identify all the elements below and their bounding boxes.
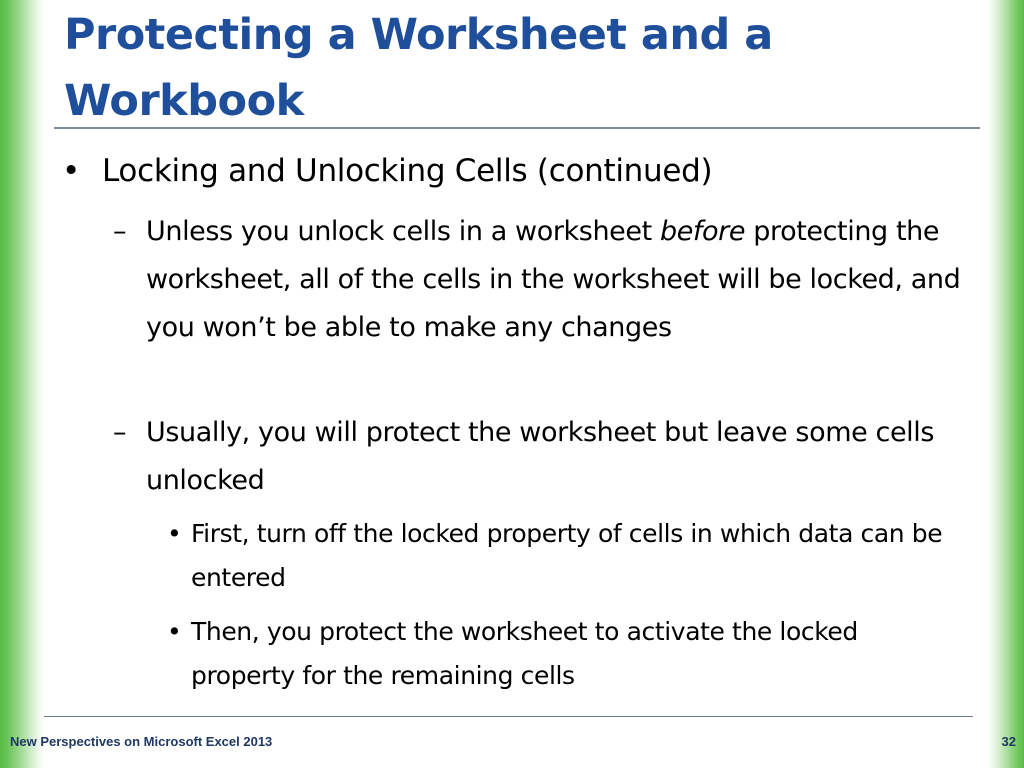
footer-divider	[44, 716, 973, 717]
emphasized-word: before	[659, 216, 746, 247]
slide-title: Protecting a Worksheet and a Workbook	[64, 10, 773, 126]
bullet-level-2	[113, 208, 983, 400]
bullet-marker: •	[167, 617, 182, 646]
bullet-level-3	[167, 610, 967, 698]
bullet-text-end: protecting the worksheet, all of the cells in the worksheet will be locked, and you won’t be able to make any changes	[146, 216, 961, 343]
bullet-text-start: Unless you unlock cells in a worksheet	[146, 216, 660, 247]
bullet-text: Then, you protect the worksheet to activate the locked property for the remaining cells	[191, 617, 858, 690]
dash-marker: –	[113, 216, 127, 247]
bullet-text: Usually, you will protect the worksheet but leave some cells unlocked	[146, 417, 935, 496]
bullet-marker: •	[62, 153, 81, 189]
bullet-level-2	[113, 409, 983, 505]
bullet-text	[146, 208, 976, 352]
bullet-level-3	[167, 512, 967, 600]
bullet-marker: •	[167, 519, 182, 548]
page-number: 32	[1001, 734, 1016, 749]
bullet-text: Locking and Unlocking Cells (continued)	[102, 153, 713, 189]
footer-course-title: New Perspectives on Microsoft Excel 2013	[10, 734, 273, 749]
bullet-text: First, turn off the locked property of cells in which data can be entered	[191, 519, 943, 592]
dash-marker: –	[113, 417, 127, 448]
